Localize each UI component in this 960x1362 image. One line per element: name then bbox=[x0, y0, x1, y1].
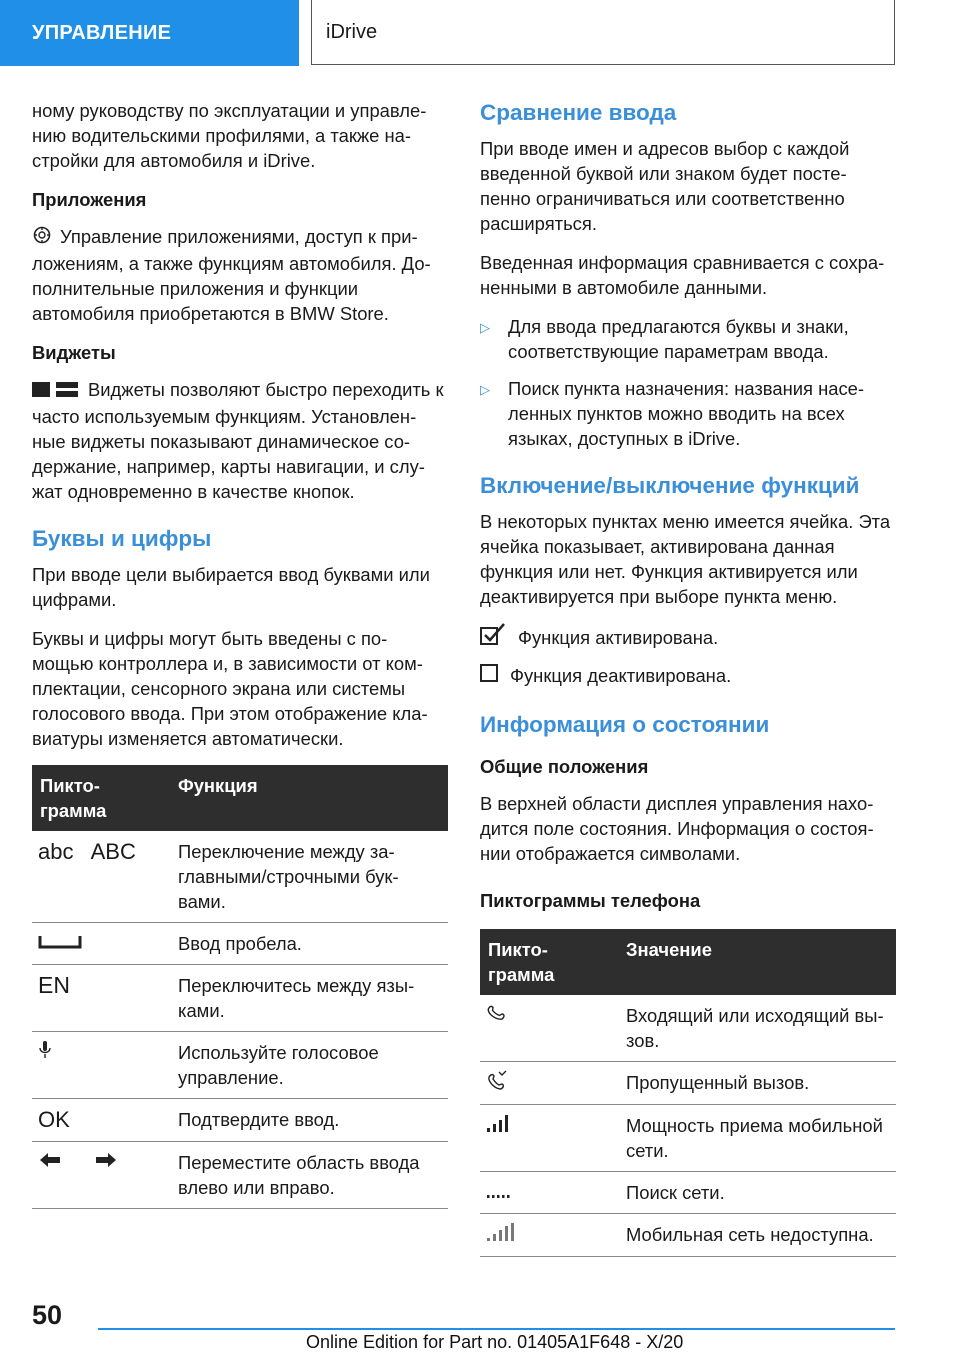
right-column bbox=[480, 98, 896, 1257]
chapter-title: iDrive bbox=[326, 20, 378, 43]
table-header-meaning: Значение bbox=[618, 929, 896, 995]
widgets-subheading: Виджеты bbox=[32, 342, 116, 363]
table-row bbox=[480, 995, 896, 1062]
table-cell: Подтвердите ввод. bbox=[170, 1099, 448, 1142]
signal-strength-icon bbox=[480, 1105, 618, 1172]
section-title: УПРАВЛЕНИЕ bbox=[32, 21, 172, 44]
checked-row bbox=[480, 623, 896, 651]
widgets-text: Виджеты позволяют быстро переходить к часто используемым функциям. Установлен-ные виджеты показывают динамическое со-держание, например, карты навигации, и слу-жат одновременно в качестве кнопок. bbox=[32, 379, 444, 502]
table-row bbox=[32, 831, 448, 923]
no-network-icon bbox=[480, 1214, 618, 1257]
checkbox-checked-icon bbox=[480, 623, 506, 651]
table-row bbox=[480, 1214, 896, 1257]
list-item-text: Поиск пункта назначения: названия насе-ленных пунктов можно вводить на всех языках, доступных в iDrive. bbox=[508, 378, 865, 449]
arrows-icon bbox=[32, 1142, 170, 1209]
table-row bbox=[32, 965, 448, 1032]
apps-subheading: Приложения bbox=[32, 189, 147, 210]
unchecked-row bbox=[480, 663, 896, 688]
table-cell: Переключитесь между язы-ками. bbox=[170, 965, 448, 1032]
ok-icon: OK bbox=[32, 1099, 170, 1142]
table-cell: Переместите область ввода влево или вправо. bbox=[170, 1142, 448, 1209]
space-icon bbox=[32, 923, 170, 965]
list-item bbox=[480, 376, 896, 451]
missed-call-icon bbox=[480, 1062, 618, 1105]
microphone-icon bbox=[32, 1032, 170, 1099]
compare-heading: Сравнение ввода bbox=[480, 100, 677, 125]
letters-paragraph-1: При вводе цели выбирается ввод буквами или цифрами. bbox=[32, 564, 430, 610]
general-paragraph: В верхней области дисплея управления нахо-дится поле состояния. Информация о состоя-нии отображается символами. bbox=[480, 793, 874, 864]
case-toggle-icon: abc ABC bbox=[32, 831, 170, 923]
list-item bbox=[480, 314, 896, 364]
phone-subheading: Пиктограммы телефона bbox=[480, 890, 701, 911]
table-cell: Мобильная сеть недоступна. bbox=[618, 1214, 896, 1257]
table-row bbox=[32, 1142, 448, 1209]
footer-divider bbox=[98, 1328, 895, 1330]
table-cell: Входящий или исходящий вы-зов. bbox=[618, 995, 896, 1062]
table-cell: Мощность приема мобильной сети. bbox=[618, 1105, 896, 1172]
checked-text: Функция активирована. bbox=[518, 626, 719, 648]
table-header-pictogram: Пикто-грамма bbox=[480, 929, 618, 995]
table-row bbox=[32, 1032, 448, 1099]
table-header-pictogram: Пикто-грамма bbox=[32, 765, 170, 831]
table-cell: Пропущенный вызов. bbox=[618, 1062, 896, 1105]
page-number: 50 bbox=[32, 1300, 63, 1330]
intro-paragraph: ному руководству по эксплуатации и управле-нию водительскими профилями, а также на-стройки для автомобиля и iDrive. bbox=[32, 100, 427, 171]
unchecked-text: Функция деактивирована. bbox=[510, 665, 732, 686]
table-header-function: Функция bbox=[170, 765, 448, 831]
apps-text: Управление приложениями, доступ к при-ложениям, а также функциям автомобиля. До-полнительные приложения и функции автомобиля приобретаются в BMW Store. bbox=[32, 226, 431, 324]
compare-paragraph-1: При вводе имен и адресов выбор с каждой введенной буквой или знаком будет посте-пенно ограничиваться или соответственно расширяться. bbox=[480, 138, 850, 234]
toggle-paragraph: В некоторых пунктах меню имеется ячейка. Эта ячейка показывает, активирована данная функция или нет. Функция активируется или деактивируется при выборе пункта меню. bbox=[480, 511, 891, 607]
apps-icon bbox=[32, 225, 52, 251]
table-row bbox=[480, 1062, 896, 1105]
letters-heading: Буквы и цифры bbox=[32, 526, 212, 551]
table-header-row bbox=[32, 765, 448, 831]
chapter-header bbox=[311, 0, 895, 65]
phone-icons-table bbox=[480, 929, 896, 1257]
table-row bbox=[32, 923, 448, 965]
network-search-icon bbox=[480, 1172, 618, 1214]
table-row bbox=[32, 1099, 448, 1142]
compare-paragraph-2: Введенная информация сравнивается с сохра-ненными в автомобиле данными. bbox=[480, 252, 885, 298]
list-item-text: Для ввода предлагаются буквы и знаки, соответствующие параметрам ввода. bbox=[508, 316, 849, 362]
table-header-row bbox=[480, 929, 896, 995]
widgets-paragraph bbox=[32, 377, 448, 504]
footer-edition: Online Edition for Part no. 01405A1F648 - X/20 bbox=[306, 1332, 684, 1352]
table-row bbox=[480, 1172, 896, 1214]
letters-paragraph-2: Буквы и цифры могут быть введены с по-мощью контроллера и, в зависимости от ком-плектации, сенсорного экрана или системы голосового ввода. При этом отображение кла-виатуры изменяется автоматически. bbox=[32, 628, 428, 749]
table-cell: Ввод пробела. bbox=[170, 923, 448, 965]
toggle-heading: Включение/выключение функций bbox=[480, 473, 860, 498]
keyboard-table bbox=[32, 765, 448, 1209]
widgets-icon bbox=[32, 379, 80, 404]
phone-icon bbox=[480, 995, 618, 1062]
status-heading: Информация о состоянии bbox=[480, 712, 770, 737]
section-tab bbox=[0, 0, 299, 66]
language-icon: EN bbox=[32, 965, 170, 1032]
left-column bbox=[32, 98, 448, 1209]
table-row bbox=[480, 1105, 896, 1172]
checkbox-unchecked-icon bbox=[480, 663, 498, 688]
apps-paragraph bbox=[32, 224, 448, 326]
table-cell: Поиск сети. bbox=[618, 1172, 896, 1214]
table-cell: Переключение между за-главными/строчными бук-вами. bbox=[170, 831, 448, 923]
general-subheading: Общие положения bbox=[480, 756, 649, 777]
bullet-triangle-icon: ▷ bbox=[480, 382, 490, 397]
bullet-triangle-icon: ▷ bbox=[480, 320, 490, 335]
table-cell: Используйте голосовое управление. bbox=[170, 1032, 448, 1099]
